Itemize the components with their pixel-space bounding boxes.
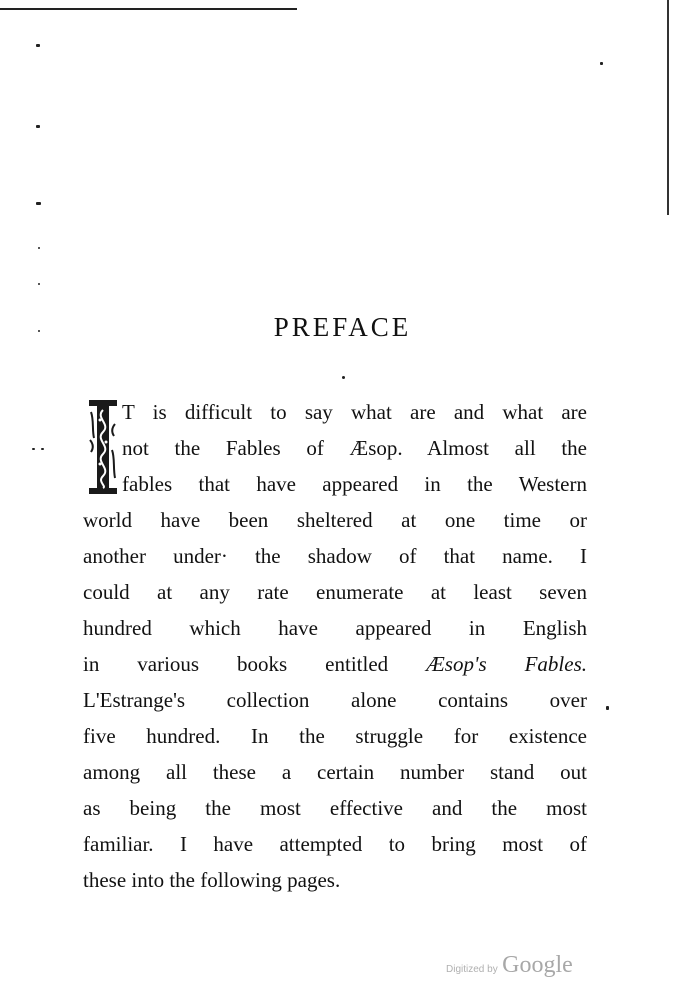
digitized-label: Digitized by (446, 964, 498, 975)
scan-speck (36, 125, 40, 128)
text-line: among all these a certain number stand out (83, 760, 587, 784)
ornament-dot (342, 376, 345, 379)
scan-speck (36, 44, 40, 47)
text-line: T is difficult to say what are and what are (122, 400, 587, 424)
text-line: not the Fables of Æsop. Almost all the (122, 436, 587, 460)
text-line: five hundred. In the struggle for existence (83, 724, 587, 748)
text-line (83, 646, 587, 682)
scan-speck (38, 247, 40, 249)
text-line: hundred which have appeared in English (83, 616, 587, 640)
dropcap-ornament (89, 400, 117, 494)
text-line: as being the most effective and the most (83, 796, 587, 820)
text-line: fables that have appeared in the Western (122, 472, 587, 496)
scan-speck (36, 202, 41, 205)
scan-speck (600, 62, 603, 65)
book-title-italic: Æsop's Fables. (426, 652, 587, 676)
text-line: these into the following pages. (83, 868, 341, 892)
top-rule (0, 8, 297, 10)
page-title: PREFACE (273, 312, 412, 342)
page-edge-line (667, 0, 669, 215)
digitized-watermark (446, 952, 573, 979)
dropcap-ornament-icon (89, 400, 117, 494)
text-line: another under· the shadow of that name. I (83, 544, 587, 568)
text-line: familiar. I have attempted to bring most of (83, 832, 587, 856)
scan-speck (606, 706, 609, 710)
text-line: world have been sheltered at one time or (83, 508, 587, 532)
text-line-plain: in various books entitled (83, 652, 427, 676)
scan-speck (38, 283, 40, 285)
scan-speck (32, 448, 35, 450)
scan-speck (41, 448, 44, 450)
text-line: L'Estrange's collection alone contains over (83, 688, 587, 712)
text-line: could at any rate enumerate at least seven (83, 580, 587, 604)
google-logo: Google (502, 952, 573, 978)
